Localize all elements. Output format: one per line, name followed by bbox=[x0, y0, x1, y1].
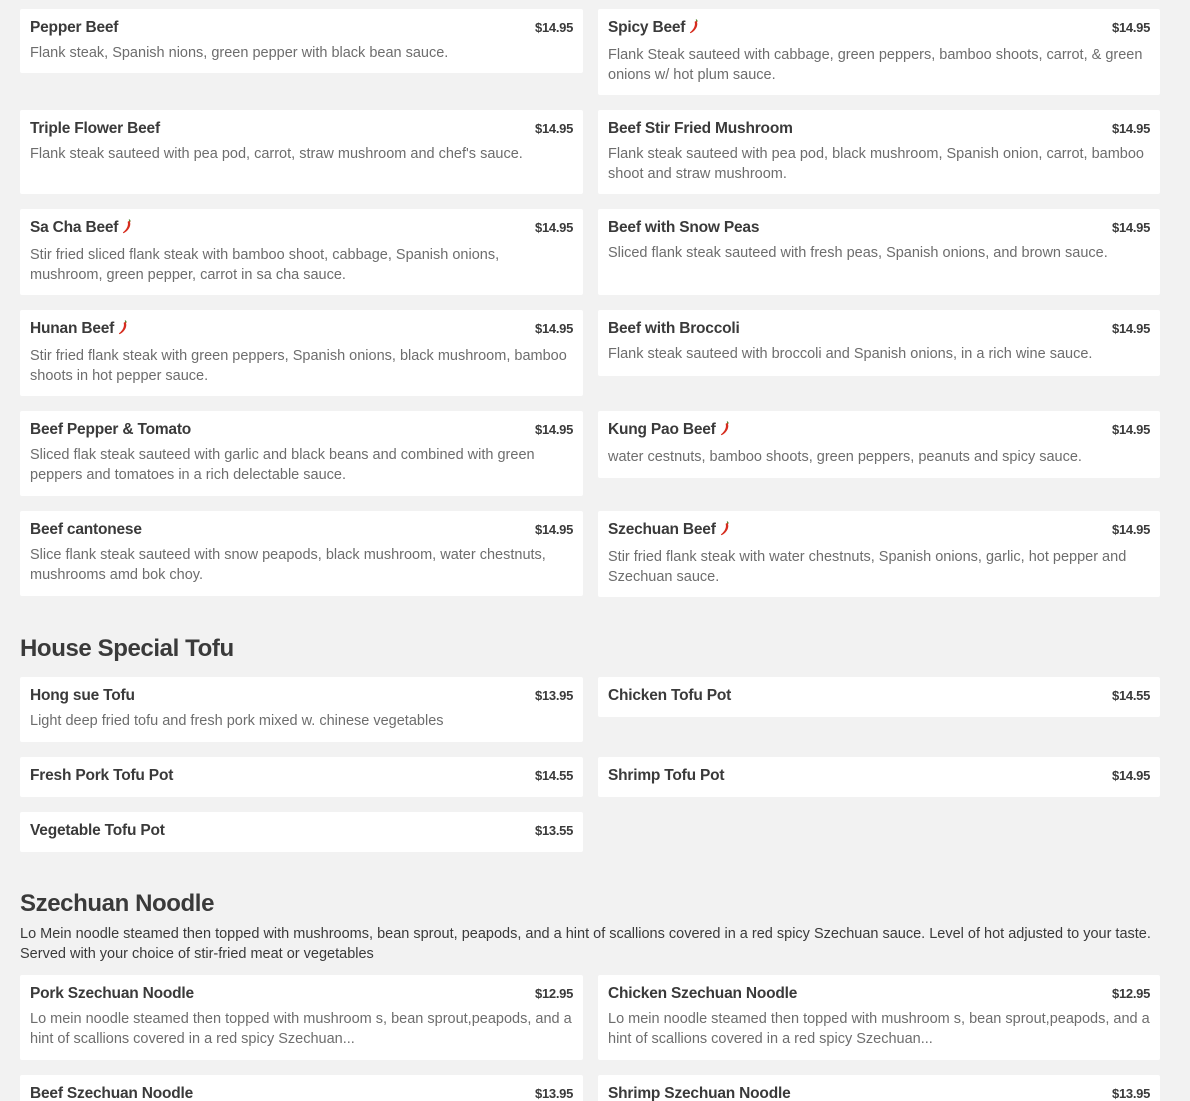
item-description: Stir fried flank steak with green peppers, Spanish onions, black mushroom, bamboo shoots in hot pepper sauce. bbox=[30, 348, 567, 384]
item-price: $12.95 bbox=[535, 986, 573, 1001]
menu-item-card[interactable] bbox=[20, 310, 583, 396]
item-price: $13.95 bbox=[535, 1086, 573, 1101]
item-name bbox=[608, 419, 730, 443]
chili-pepper-icon bbox=[122, 219, 132, 241]
chili-pepper-icon bbox=[720, 521, 730, 543]
item-price: $14.95 bbox=[535, 20, 573, 35]
menu-item-card[interactable] bbox=[20, 209, 583, 295]
menu-item-card[interactable] bbox=[20, 812, 583, 852]
item-name: Beef cantonese bbox=[30, 521, 142, 538]
tofu-items-grid bbox=[20, 677, 1170, 852]
item-name: Beef with Broccoli bbox=[608, 320, 740, 337]
item-price: $14.95 bbox=[535, 220, 573, 235]
menu-item-card[interactable] bbox=[598, 757, 1160, 797]
item-price: $14.55 bbox=[1112, 688, 1150, 703]
menu-item-card[interactable] bbox=[20, 757, 583, 797]
item-price: $13.55 bbox=[535, 823, 573, 838]
item-price: $13.95 bbox=[535, 688, 573, 703]
noodle-items-grid bbox=[20, 975, 1170, 1101]
item-price: $14.95 bbox=[1112, 121, 1150, 136]
item-description: Flank steak, Spanish nions, green pepper with black bean sauce. bbox=[30, 45, 449, 61]
item-price: $14.95 bbox=[1112, 768, 1150, 783]
menu-item-card[interactable] bbox=[598, 1075, 1160, 1101]
item-name bbox=[608, 17, 699, 41]
menu-item-card[interactable] bbox=[20, 9, 583, 73]
item-price: $14.95 bbox=[535, 522, 573, 537]
item-name: Beef Szechuan Noodle bbox=[30, 1085, 194, 1101]
menu-item-card[interactable] bbox=[598, 9, 1160, 95]
item-name: Shrimp Tofu Pot bbox=[608, 767, 725, 784]
chili-pepper-icon bbox=[118, 320, 128, 342]
item-description: Flank steak sauteed with pea pod, carrot, straw mushroom and chef's sauce. bbox=[30, 146, 523, 162]
menu-item-card[interactable] bbox=[20, 1075, 583, 1101]
item-price: $14.95 bbox=[535, 121, 573, 136]
item-name: Triple Flower Beef bbox=[30, 120, 160, 137]
item-name-text: Kung Pao Beef bbox=[608, 421, 716, 438]
section-title-tofu: House Special Tofu bbox=[20, 635, 234, 662]
item-name: Shrimp Szechuan Noodle bbox=[608, 1085, 791, 1101]
item-description: Lo mein noodle steamed then topped with mushroom s, bean sprout,peapods, and a hint of scallions covered in a red spicy Szechuan... bbox=[608, 1011, 1150, 1047]
item-price: $13.95 bbox=[1112, 1086, 1150, 1101]
menu-item-card[interactable] bbox=[20, 975, 583, 1060]
chili-pepper-icon bbox=[689, 19, 699, 41]
item-price: $14.95 bbox=[535, 321, 573, 336]
item-description: water cestnuts, bamboo shoots, green peppers, peanuts and spicy sauce. bbox=[608, 449, 1082, 465]
item-name: Pork Szechuan Noodle bbox=[30, 985, 194, 1002]
item-description: Stir fried sliced flank steak with bamboo shoot, cabbage, Spanish onions, mushroom, green pepper, carrot in sa cha sauce. bbox=[30, 247, 500, 283]
menu-item-card[interactable] bbox=[598, 310, 1160, 376]
menu-item-card[interactable] bbox=[598, 110, 1160, 194]
item-price: $14.95 bbox=[1112, 220, 1150, 235]
item-name bbox=[30, 217, 132, 241]
item-name: Beef with Snow Peas bbox=[608, 219, 760, 236]
section-title-noodle: Szechuan Noodle bbox=[20, 890, 215, 917]
menu-item-card[interactable] bbox=[20, 411, 583, 496]
item-price: $14.95 bbox=[1112, 422, 1150, 437]
item-description: Sliced flank steak sauteed with fresh peas, Spanish onions, and brown sauce. bbox=[608, 245, 1108, 261]
item-name-text: Szechuan Beef bbox=[608, 521, 716, 538]
item-name: Chicken Szechuan Noodle bbox=[608, 985, 798, 1002]
menu-item-card[interactable] bbox=[20, 110, 583, 194]
menu-item-card[interactable] bbox=[20, 511, 583, 596]
item-price: $14.95 bbox=[1112, 20, 1150, 35]
item-description: Slice flank steak sauteed with snow peapods, black mushroom, water chestnuts, mushrooms amd bok choy. bbox=[30, 547, 546, 583]
item-name bbox=[608, 519, 730, 543]
item-description: Lo mein noodle steamed then topped with mushroom s, bean sprout,peapods, and a hint of scallions covered in a red spicy Szechuan... bbox=[30, 1011, 572, 1047]
section-description: Lo Mein noodle steamed then topped with mushrooms, bean sprout, peapods, and a hint of scallions covered in a red spicy Szechuan sauce. Level of hot adjusted to your taste. Served with your choice of stir-fried meat or vegetables bbox=[20, 926, 1151, 962]
item-name: Beef Pepper & Tomato bbox=[30, 421, 192, 438]
item-description: Sliced flak steak sauteed with garlic and black beans and combined with green peppers and tomatoes in a rich delectable sauce. bbox=[30, 447, 535, 483]
item-name: Fresh Pork Tofu Pot bbox=[30, 767, 174, 784]
item-description: Flank steak sauteed with broccoli and Spanish onions, in a rich wine sauce. bbox=[608, 346, 1093, 362]
item-name-text: Spicy Beef bbox=[608, 19, 686, 36]
item-description: Flank Steak sauteed with cabbage, green peppers, bamboo shoots, carrot, & green onions w/ hot plum sauce. bbox=[608, 47, 1143, 83]
item-price: $14.95 bbox=[535, 422, 573, 437]
menu-item-card[interactable] bbox=[598, 677, 1160, 717]
item-name bbox=[30, 318, 128, 342]
item-price: $14.55 bbox=[535, 768, 573, 783]
menu-item-card[interactable] bbox=[598, 411, 1160, 478]
item-price: $14.95 bbox=[1112, 522, 1150, 537]
chili-pepper-icon bbox=[720, 421, 730, 443]
menu-item-card[interactable] bbox=[598, 975, 1160, 1060]
item-name: Pepper Beef bbox=[30, 19, 119, 36]
item-price: $14.95 bbox=[1112, 321, 1150, 336]
item-name: Hong sue Tofu bbox=[30, 687, 135, 704]
menu-item-card[interactable] bbox=[20, 677, 583, 742]
beef-items-grid bbox=[20, 0, 1170, 597]
item-description: Stir fried flank steak with water chestnuts, Spanish onions, garlic, hot pepper and Szechuan sauce. bbox=[608, 549, 1127, 585]
item-name-text: Sa Cha Beef bbox=[30, 219, 119, 236]
item-description: Light deep fried tofu and fresh pork mixed w. chinese vegetables bbox=[30, 713, 444, 729]
menu-item-card[interactable] bbox=[598, 511, 1160, 597]
item-name: Chicken Tofu Pot bbox=[608, 687, 732, 704]
item-description: Flank steak sauteed with pea pod, black mushroom, Spanish onion, carrot, bamboo shoot and straw mushroom. bbox=[608, 146, 1144, 182]
item-name: Vegetable Tofu Pot bbox=[30, 822, 165, 839]
item-name: Beef Stir Fried Mushroom bbox=[608, 120, 793, 137]
menu-item-card[interactable] bbox=[598, 209, 1160, 295]
item-price: $12.95 bbox=[1112, 986, 1150, 1001]
item-name-text: Hunan Beef bbox=[30, 320, 115, 337]
